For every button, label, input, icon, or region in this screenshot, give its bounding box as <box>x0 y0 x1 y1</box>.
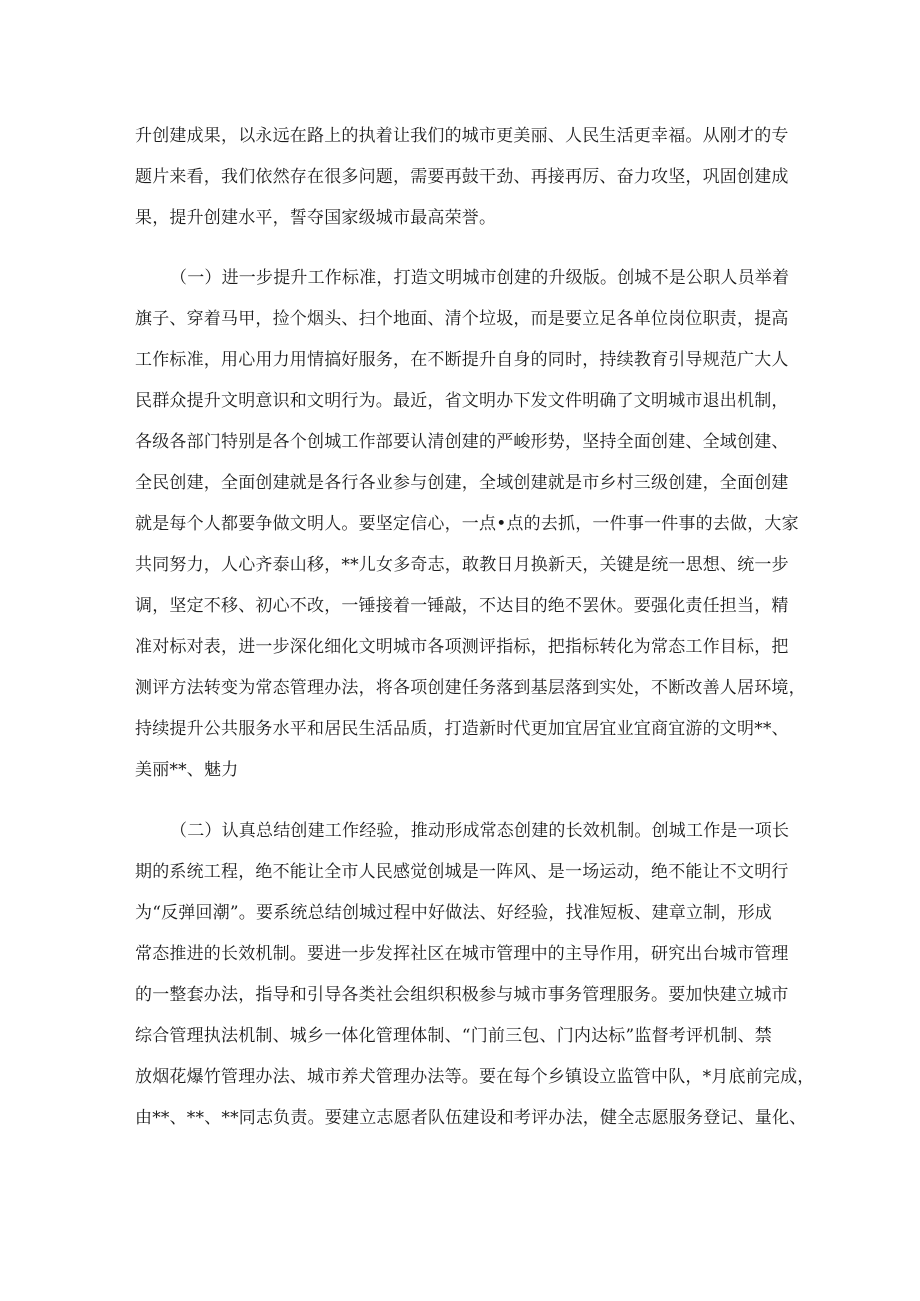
paragraph-3-line-2: 期的系统工程，绝不能让全市人民感觉创城是一阵风、是一场运动，绝不能让不文明行 <box>135 862 789 882</box>
paragraph-1-line-3: 果，提升创建水平，誓夺国家级城市最高荣誉。 <box>135 208 497 228</box>
paragraph-3-line-4: 常态推进的长效机制。要进一步发挥社区在城市管理中的主导作用，研究出台城市管理 <box>135 944 789 964</box>
paragraph-2-line-7: 就是每个人都要争做文明人。要坚定信心，一点•点的去抓，一件事一件事的去做，大家 <box>135 514 799 534</box>
paragraph-3-line-3: 为“反弹回潮”。要系统总结创城过程中好做法、好经验，找准短板、建章立制，形成 <box>135 903 772 923</box>
paragraph-2-line-13: 美丽**、魅力 <box>135 760 239 780</box>
paragraph-2-line-3: 工作标准，用心用力用情搞好服务，在不断提升自身的同时，持续教育引导规范广大人 <box>135 350 789 370</box>
paragraph-1-line-2: 题片来看，我们依然存在很多问题，需要再鼓干劲、再接再厉、奋力攻坚，巩固创建成 <box>135 167 789 187</box>
paragraph-2-line-6: 全民创建，全面创建就是各行各业参与创建，全域创建就是市乡村三级创建，全面创建 <box>135 473 789 493</box>
paragraph-1-line-1: 升创建成果，以永远在路上的执着让我们的城市更美丽、人民生活更幸福。从刚才的专 <box>135 126 789 146</box>
paragraph-3-line-8: 由**、**、**同志负责。要建立志愿者队伍建设和考评办法，健全志愿服务登记、量化、 <box>135 1108 807 1128</box>
paragraph-2-line-5: 各级各部门特别是各个创城工作部要认清创建的严峻形势，坚持全面创建、全域创建、 <box>135 432 789 452</box>
paragraph-3-line-1: （二）认真总结创建工作经验，推动形成常态创建的长效机制。创城工作是一项长 <box>170 821 790 841</box>
paragraph-2-line-2: 旗子、穿着马甲，捡个烟头、扫个地面、清个垃圾，而是要立足各单位岗位职责，提高 <box>135 309 789 329</box>
paragraph-2-line-8: 共同努力，人心齐泰山移，**儿女多奇志，敢教日月换新天，关键是统一思想、统一步 <box>135 555 789 575</box>
paragraph-3-line-6: 综合管理执法机制、城乡一体化管理体制、“门前三包、门内达标”监督考评机制、禁 <box>135 1026 772 1046</box>
paragraph-3-line-5: 的一整套办法，指导和引导各类社会组织积极参与城市事务管理服务。要加快建立城市 <box>135 985 789 1005</box>
paragraph-2-line-9: 调，坚定不移、初心不改，一锤接着一锤敲，不达目的绝不罢休。要强化责任担当，精 <box>135 596 789 616</box>
paragraph-3-line-7: 放烟花爆竹管理办法、城市养犬管理办法等。要在每个乡镇设立监管中队，*月底前完成， <box>135 1067 815 1087</box>
paragraph-2-line-11: 测评方法转变为常态管理办法，将各项创建任务落到基层落到实处，不断改善人居环境， <box>135 678 806 698</box>
paragraph-2-line-10: 准对标对表，进一步深化细化文明城市各项测评指标，把指标转化为常态工作目标，把 <box>135 637 789 657</box>
paragraph-2-line-12: 持续提升公共服务水平和居民生活品质，打造新时代更加宜居宜业宜商宜游的文明**、 <box>135 719 789 739</box>
paragraph-2-line-1: （一）进一步提升工作标准，打造文明城市创建的升级版。创城不是公职人员举着 <box>170 268 790 288</box>
paragraph-2-line-4: 民群众提升文明意识和文明行为。最近，省文明办下发文件明确了文明城市退出机制， <box>135 391 789 411</box>
